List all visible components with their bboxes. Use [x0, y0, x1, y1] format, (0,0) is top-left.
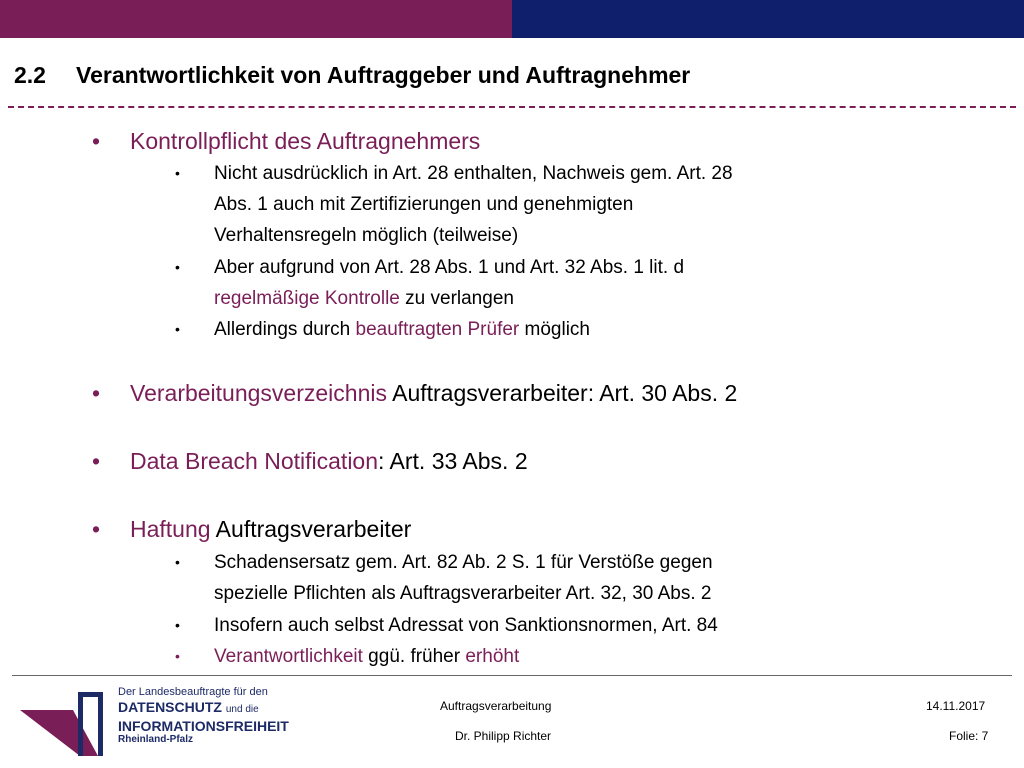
highlighted-text: Data Breach Notification — [130, 448, 379, 474]
logo-datenschutz: DATENSCHUTZ — [118, 699, 222, 715]
highlighted-text: Haftung — [130, 516, 211, 542]
highlighted-text: Verarbeitungsverzeichnis — [130, 380, 387, 406]
logo-und-die: und die — [225, 704, 259, 715]
bullet-text — [214, 578, 711, 609]
text-segment: Abs. 1 auch mit Zertifizierungen und genehmigten — [214, 194, 634, 215]
slide-title — [14, 62, 690, 89]
text-segment: spezielle Pflichten als Auftragsverarbeiter Art. 32, 30 Abs. 2 — [214, 583, 712, 604]
footer-topic: Auftragsverarbeitung — [440, 699, 552, 713]
text-segment: Verhaltensregeln möglich (teilweise) — [214, 225, 519, 246]
text-segment: Auftragsverarbeiter: Art. 30 Abs. 2 — [386, 380, 738, 406]
bullet-text — [214, 314, 590, 345]
bullet-marker: • — [175, 617, 180, 633]
highlighted-text: Kontrollpflicht des Auftragnehmers — [130, 128, 481, 154]
footer-date: 14.11.2017 — [926, 699, 986, 713]
text-segment: ggü. früher — [362, 646, 466, 667]
text-segment: zu verlangen — [399, 288, 514, 309]
logo-line-2 — [118, 699, 289, 718]
bullet-text — [214, 252, 684, 283]
text-segment: Auftragsverarbeiter — [210, 516, 412, 542]
highlighted-text: regelmäßige Kontrolle — [214, 288, 400, 309]
bullet-marker: • — [175, 554, 180, 570]
text-segment: Nicht ausdrücklich in Art. 28 enthalten, Nachweis gem. Art. 28 — [214, 163, 733, 184]
title-divider — [8, 106, 1016, 108]
bullet-marker: • — [175, 259, 180, 275]
bullet-text — [214, 189, 633, 220]
bullet-marker: • — [92, 380, 101, 406]
bullet-marker: • — [175, 165, 180, 181]
bullet-marker: • — [175, 321, 180, 337]
text-segment: : Art. 33 Abs. 2 — [378, 448, 528, 474]
footer-divider — [12, 675, 1012, 676]
logo-line-1: Der Landesbeauftragte für den — [118, 686, 268, 698]
bullet-text — [214, 220, 518, 251]
footer-slide-number: Folie: 7 — [949, 729, 989, 743]
bullet-text — [130, 514, 411, 544]
bullet-text — [214, 610, 718, 641]
bullet-text — [130, 126, 480, 156]
bullet-text — [214, 547, 713, 578]
logo-line-3: INFORMATIONSFREIHEIT — [118, 718, 289, 734]
bullet-text — [214, 283, 514, 314]
bullet-marker: • — [92, 128, 101, 154]
bullet-text — [214, 641, 519, 672]
bullet-text — [130, 446, 528, 476]
text-segment: Allerdings durch — [214, 319, 356, 340]
section-number: 2.2 — [14, 62, 46, 88]
bullet-text — [214, 158, 733, 189]
bullet-marker: • — [92, 516, 101, 542]
logo-line-4: Rheinland-Pfalz — [118, 734, 194, 745]
bullet-text — [130, 378, 737, 408]
top-bar-purple — [0, 0, 512, 38]
highlighted-text: Verantwortlichkeit — [214, 646, 363, 667]
footer-author: Dr. Philipp Richter — [455, 729, 552, 743]
highlighted-text: beauftragten Prüfer — [355, 319, 520, 340]
text-segment: Schadensersatz gem. Art. 82 Ab. 2 S. 1 für Verstöße gegen — [214, 552, 713, 573]
text-segment: möglich — [519, 319, 590, 340]
title-text: Verantwortlichkeit von Auftraggeber und Auftragnehmer — [76, 62, 691, 88]
highlighted-text: erhöht — [465, 646, 520, 667]
bullet-marker: • — [92, 448, 101, 474]
text-segment: Insofern auch selbst Adressat von Sanktionsnormen, Art. 84 — [214, 615, 718, 636]
text-segment: Aber aufgrund von Art. 28 Abs. 1 und Art. 32 Abs. 1 lit. d — [214, 257, 685, 278]
logo-text — [118, 686, 289, 746]
bullet-marker: • — [175, 648, 180, 664]
top-bar-blue — [512, 0, 1024, 38]
